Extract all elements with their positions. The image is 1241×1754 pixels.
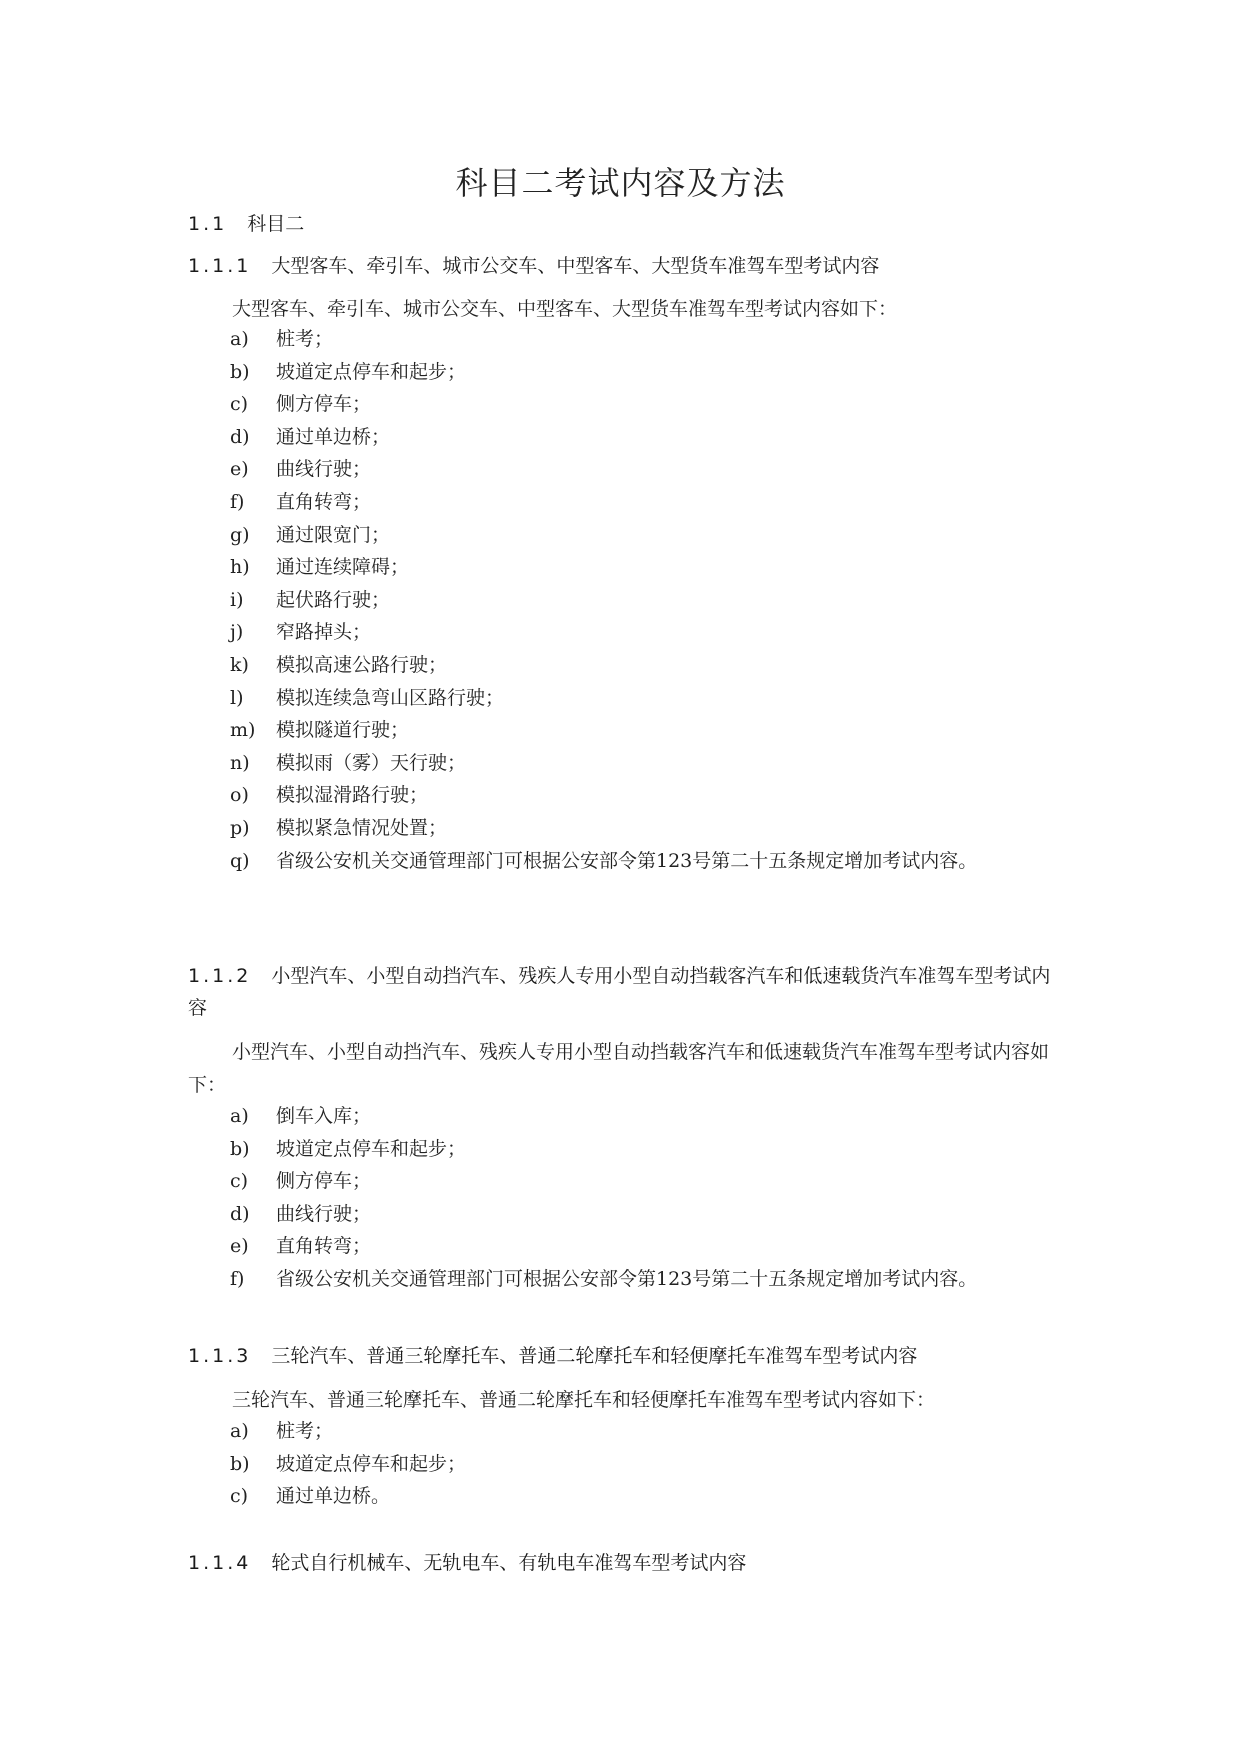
- item-marker: p): [230, 816, 250, 839]
- list-item: [230, 1230, 1060, 1263]
- item-marker: c): [230, 393, 249, 416]
- item-text: 通过限宽门；: [276, 523, 391, 546]
- list-item: [230, 747, 1060, 780]
- item-text: 侧方停车；: [276, 393, 372, 416]
- list-item: [230, 421, 1060, 454]
- list-item: [230, 486, 1060, 519]
- item-marker: l): [230, 686, 244, 709]
- item-text: 模拟连续急弯山区路行驶；: [276, 686, 505, 709]
- subsection-number: 1.1.1: [188, 255, 252, 277]
- item-marker: d): [230, 1202, 250, 1225]
- item-list-2: [230, 1100, 1060, 1296]
- item-marker: d): [230, 425, 250, 448]
- item-marker: q): [230, 849, 250, 872]
- list-item: [230, 453, 1060, 486]
- item-text: 桩考；: [276, 328, 334, 350]
- item-marker: f): [230, 490, 245, 513]
- item-text: 模拟高速公路行驶；: [276, 653, 448, 676]
- item-text: 曲线行驶；: [276, 458, 372, 481]
- list-item: [230, 812, 1060, 845]
- item-marker: f): [230, 1267, 245, 1290]
- subsection-number: 1.1.2: [188, 965, 252, 987]
- document-title: 科目二考试内容及方法: [455, 164, 786, 202]
- list-item: [230, 779, 1060, 812]
- item-marker: a): [230, 1105, 249, 1127]
- item-text: 直角转弯；: [276, 490, 372, 513]
- item-text: 坡道定点停车和起步；: [276, 1452, 467, 1475]
- item-text: 省级公安机关交通管理部门可根据公安部令第123号第二十五条规定增加考试内容。: [276, 1267, 978, 1290]
- item-marker: c): [230, 1485, 249, 1508]
- list-item: [230, 388, 1060, 421]
- item-text: 曲线行驶；: [276, 1202, 372, 1225]
- list-item: [230, 584, 1060, 617]
- subsection-heading-4: [188, 1547, 1058, 1579]
- subsection-heading-1: [188, 250, 1058, 282]
- subsection-title: 三轮汽车、普通三轮摩托车、普通二轮摩托车和轻便摩托车准驾车型考试内容: [271, 1345, 918, 1367]
- item-marker: o): [230, 784, 249, 807]
- item-marker: h): [230, 556, 250, 579]
- item-text: 侧方停车；: [276, 1170, 372, 1193]
- list-item: [230, 519, 1060, 552]
- subsection-heading-2: [188, 960, 1058, 1024]
- item-marker: e): [230, 1235, 249, 1258]
- item-text: 模拟雨（雾）天行驶；: [276, 751, 467, 774]
- subsection-title: 轮式自行机械车、无轨电车、有轨电车准驾车型考试内容: [271, 1552, 747, 1574]
- subsection-intro-3: 三轮汽车、普通三轮摩托车、普通二轮摩托车和轻便摩托车准驾车型考试内容如下：: [232, 1389, 936, 1411]
- item-text: 模拟隧道行驶；: [276, 719, 410, 742]
- list-item: [230, 551, 1060, 584]
- section-heading: [188, 208, 1058, 240]
- item-marker: m): [230, 719, 256, 742]
- list-item: [230, 714, 1060, 747]
- list-item: [230, 323, 1060, 356]
- item-text: 通过单边桥；: [276, 425, 391, 448]
- item-text: 通过单边桥。: [276, 1485, 391, 1508]
- section-number: 1.1: [188, 213, 228, 235]
- item-marker: b): [230, 1137, 250, 1160]
- subsection-number: 1.1.3: [188, 1345, 252, 1367]
- list-item: [230, 1480, 1060, 1513]
- list-item: [230, 616, 1060, 649]
- subsection-heading-3: [188, 1340, 1058, 1372]
- list-item: [230, 1133, 1060, 1166]
- list-item: [230, 1165, 1060, 1198]
- item-marker: n): [230, 751, 250, 774]
- subsection-intro-2: 小型汽车、小型自动挡汽车、残疾人专用小型自动挡载客汽车和低速载货汽车准驾车型考试内容如下：: [188, 1041, 1050, 1096]
- item-marker: c): [230, 1170, 249, 1193]
- item-marker: e): [230, 458, 249, 481]
- list-item: [230, 1263, 1060, 1296]
- item-text: 桩考；: [276, 1420, 334, 1442]
- item-text: 坡道定点停车和起步；: [276, 360, 467, 383]
- list-item: [230, 649, 1060, 682]
- item-text: 模拟紧急情况处置；: [276, 816, 448, 839]
- list-item: [230, 845, 1060, 878]
- item-text: 坡道定点停车和起步；: [276, 1137, 467, 1160]
- subsection-intro-1: 大型客车、牵引车、城市公交车、中型客车、大型货车准驾车型考试内容如下：: [232, 298, 898, 320]
- subsection-number: 1.1.4: [188, 1552, 252, 1574]
- item-text: 倒车入库；: [276, 1105, 372, 1127]
- item-text: 起伏路行驶；: [276, 588, 391, 611]
- subsection-title: 大型客车、牵引车、城市公交车、中型客车、大型货车准驾车型考试内容: [271, 255, 880, 277]
- list-item: [230, 1448, 1060, 1481]
- section-label: 科目二: [247, 213, 305, 235]
- item-marker: a): [230, 1420, 249, 1442]
- item-text: 直角转弯；: [276, 1235, 372, 1258]
- item-marker: i): [230, 588, 244, 611]
- subsection-title: 小型汽车、小型自动挡汽车、残疾人专用小型自动挡载客汽车和低速载货汽车准驾车型考试内容: [188, 965, 1051, 1019]
- item-marker: b): [230, 360, 250, 383]
- item-marker: a): [230, 328, 249, 350]
- item-text: 通过连续障碍；: [276, 556, 410, 579]
- item-text: 省级公安机关交通管理部门可根据公安部令第123号第二十五条规定增加考试内容。: [276, 849, 978, 872]
- list-item: [230, 1100, 1060, 1133]
- item-list-3: [230, 1415, 1060, 1513]
- item-marker: k): [230, 653, 249, 676]
- list-item: [230, 1415, 1060, 1448]
- item-list-1: [230, 323, 1060, 877]
- item-text: 窄路掉头；: [276, 621, 372, 644]
- item-text: 模拟湿滑路行驶；: [276, 784, 429, 807]
- list-item: [230, 682, 1060, 715]
- item-marker: j): [230, 621, 244, 644]
- item-marker: b): [230, 1452, 250, 1475]
- list-item: [230, 356, 1060, 389]
- item-marker: g): [230, 523, 250, 546]
- list-item: [230, 1198, 1060, 1231]
